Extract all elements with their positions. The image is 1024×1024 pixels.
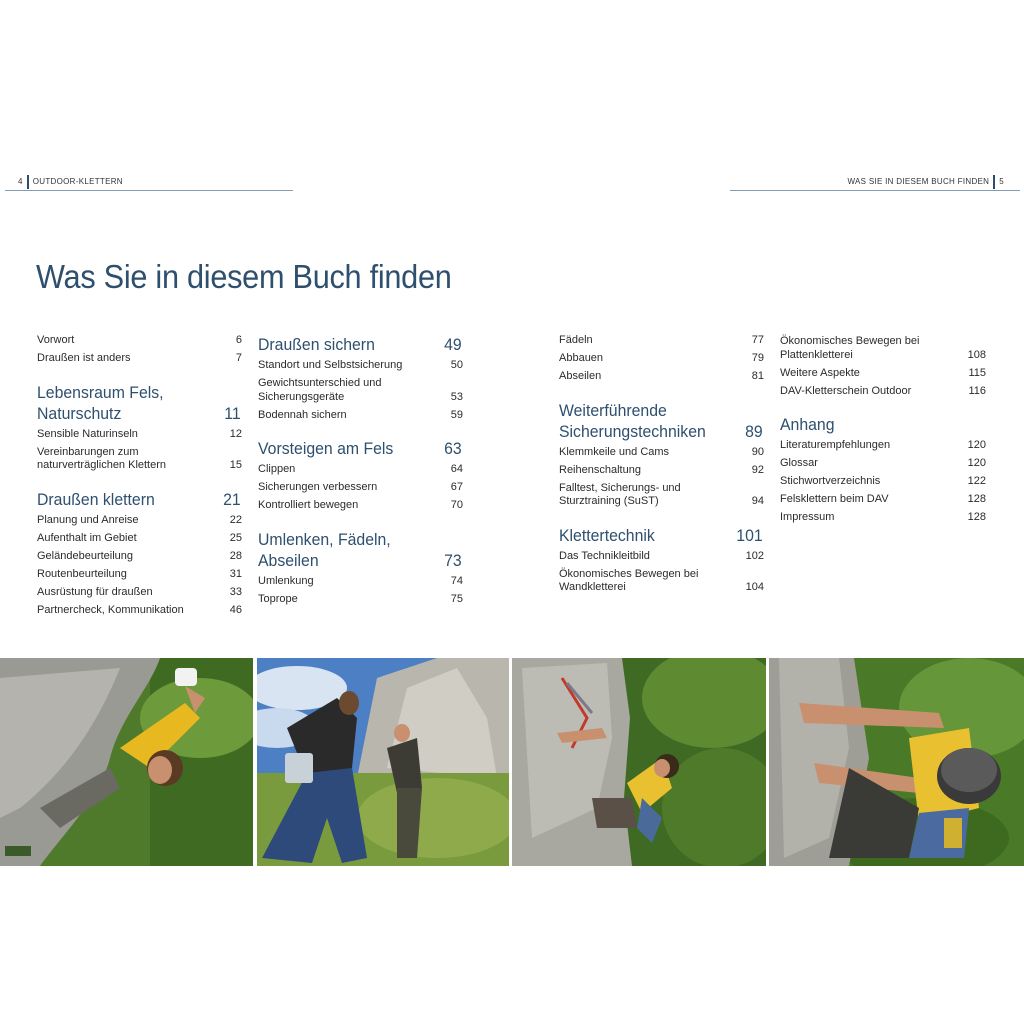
toc-page-number: 120 [967, 457, 986, 469]
running-head-left [18, 175, 123, 189]
toc-entry [258, 377, 463, 404]
toc-entry [37, 532, 242, 546]
toc-entry-text: Partnercheck, Kommunikation [37, 603, 184, 616]
toc-page-number: 94 [751, 495, 764, 507]
toc-entry [780, 493, 986, 507]
toc-entry-text: Fädeln [559, 334, 593, 346]
toc-page-number: 28 [229, 549, 242, 562]
toc-entry [559, 482, 764, 509]
toc-entry [780, 511, 986, 525]
running-head-left-label: OUTDOOR-KLETTERN [32, 177, 123, 187]
toc-entry [37, 352, 242, 366]
toc-section-heading [780, 414, 972, 435]
toc-page-number: 33 [229, 585, 242, 598]
toc-page-number: 12 [229, 427, 242, 440]
toc-page-number: 74 [450, 574, 463, 587]
toc-page-number: 63 [444, 439, 462, 458]
toc-heading-text: Umlenken, Fädeln, Abseilen [258, 529, 391, 570]
toc-page-number: 90 [751, 445, 764, 458]
toc-entry [780, 367, 986, 381]
toc-heading-text: Draußen klettern [37, 489, 155, 509]
toc-entry [258, 499, 463, 513]
toc-heading-text: Vorsteigen am Fels [258, 439, 394, 458]
toc-page-number: 79 [751, 352, 764, 364]
toc-entry-text: Draußen ist anders [37, 352, 131, 364]
toc-entry [258, 409, 463, 423]
toc-entry-text: Felsklettern beim DAV [780, 493, 889, 505]
page-title: Was Sie in diesem Buch finden [36, 258, 452, 295]
photo-slab-climber [512, 658, 766, 866]
toc-page-number: 122 [967, 475, 986, 487]
toc-entry [780, 439, 986, 453]
toc-entry-text: Gewichtsunterschied und Sicherungsgeräte [258, 377, 382, 403]
toc-entry-text: Glossar [780, 457, 818, 469]
toc-page-number: 67 [450, 481, 463, 493]
header-rule-right [730, 190, 1020, 191]
toc-entry [37, 334, 242, 348]
toc-page-number: 89 [745, 421, 763, 441]
running-head-right [847, 175, 1004, 189]
toc-entry [559, 550, 764, 564]
toc-section-heading [559, 400, 763, 442]
toc-section-heading [37, 382, 241, 424]
toc-page-number: 108 [967, 348, 986, 361]
toc-entry [559, 464, 764, 478]
toc-entry-text: Impressum [780, 511, 835, 523]
toc-entry-text: Planung und Anreise [37, 513, 139, 526]
toc-entry-text: Abbauen [559, 352, 604, 364]
toc-page-number: 77 [751, 334, 764, 346]
toc-page-number: 101 [736, 525, 763, 545]
toc-entry [37, 586, 242, 600]
page-number-right: 5 [999, 177, 1004, 187]
toc-section-heading [559, 525, 763, 546]
running-head-bar [993, 175, 995, 189]
toc-section-heading [258, 334, 462, 355]
toc-page-number: 70 [450, 499, 463, 511]
photo-hikers-approach [257, 658, 509, 866]
toc-entry-text: Ausrüstung für draußen [37, 585, 153, 598]
toc-heading-text: Lebensraum Fels, Naturschutz [37, 382, 164, 423]
toc-page-number: 15 [229, 459, 242, 471]
toc-page-number: 73 [444, 550, 462, 570]
toc-page-number: 64 [450, 463, 463, 475]
toc-page-number: 128 [967, 511, 986, 523]
toc-page-number: 31 [229, 567, 242, 580]
toc-entry [258, 481, 463, 495]
toc-entry [37, 568, 242, 582]
toc-page-number: 102 [745, 549, 764, 562]
toc-entry [559, 370, 764, 384]
toc-column-4 [780, 335, 986, 529]
toc-entry [37, 550, 242, 564]
toc-entry-text: Vorwort [37, 334, 75, 346]
toc-entry [37, 428, 242, 442]
toc-page-number: 7 [235, 352, 242, 364]
toc-entry [258, 593, 463, 607]
toc-section-heading [258, 529, 462, 571]
toc-entry [37, 446, 242, 473]
toc-column-1 [37, 334, 242, 622]
toc-entry-text: Aufenthalt im Gebiet [37, 531, 137, 544]
toc-entry-text: DAV-Kletterschein Outdoor [780, 384, 912, 397]
toc-page-number: 75 [450, 592, 463, 605]
page-number-left: 4 [18, 177, 23, 187]
toc-column-3 [559, 334, 764, 599]
toc-page-number: 11 [224, 403, 241, 423]
toc-heading-text: Weiterführende Sicherungstechniken [559, 400, 706, 441]
toc-page-number: 53 [450, 390, 463, 403]
toc-entry [37, 604, 242, 618]
toc-column-2 [258, 334, 463, 611]
toc-entry [780, 457, 986, 471]
toc-entry-text: Routenbeurteilung [37, 567, 127, 580]
toc-page-number: 104 [745, 581, 764, 593]
toc-page-number: 25 [229, 531, 242, 544]
toc-page-number: 81 [751, 370, 764, 382]
toc-entry-text: Ökonomisches Bewegen bei Plattenkletterei [780, 335, 920, 361]
toc-entry [258, 575, 463, 589]
toc-entry [559, 446, 764, 460]
toc-entry-text: Umlenkung [258, 574, 314, 587]
toc-entry-text: Geländebeurteilung [37, 549, 134, 562]
photo-overhang-climber [0, 658, 253, 866]
toc-page-number: 46 [229, 603, 242, 616]
toc-entry-text: Das Technikleitbild [559, 549, 650, 562]
toc-heading-text: Draußen sichern [258, 335, 375, 354]
photo-helmet-climber [769, 658, 1024, 866]
toc-entry [37, 514, 242, 528]
toc-page-number: 6 [235, 334, 242, 346]
header-rule-left [5, 190, 293, 191]
toc-page-number: 120 [967, 439, 986, 451]
toc-entry-text: Falltest, Sicherungs- und Sturztraining (SuST) [559, 481, 681, 507]
toc-entry [780, 335, 986, 362]
toc-entry [258, 359, 463, 373]
toc-page-number: 128 [967, 493, 986, 505]
toc-page-number: 116 [968, 384, 986, 397]
toc-page-number: 49 [444, 335, 462, 354]
toc-page-number: 22 [229, 513, 242, 526]
toc-entry-text: Vereinbarungen zum naturverträglichen Klettern [37, 445, 167, 471]
toc-page-number: 115 [968, 366, 986, 379]
toc-entry-text: Weitere Aspekte [780, 366, 860, 379]
toc-entry-text: Toprope [258, 592, 298, 605]
toc-entry [559, 334, 764, 348]
toc-entry-text: Klemmkeile und Cams [559, 445, 670, 458]
toc-heading-text: Anhang [780, 415, 835, 434]
toc-section-heading [258, 438, 462, 459]
toc-entry-text: Standort und Selbstsicherung [258, 359, 403, 371]
toc-page-number: 50 [450, 359, 463, 371]
toc-entry [559, 352, 764, 366]
toc-entry [258, 463, 463, 477]
toc-entry [559, 568, 764, 595]
toc-entry-text: Abseilen [559, 370, 602, 382]
toc-entry-text: Bodennah sichern [258, 408, 347, 421]
toc-page-number: 21 [223, 489, 241, 509]
toc-entry-text: Sensible Naturinseln [37, 427, 138, 440]
toc-entry-text: Clippen [258, 463, 296, 475]
running-head-right-label: WAS SIE IN DIESEM BUCH FINDEN [847, 177, 990, 187]
toc-page-number: 59 [450, 408, 463, 421]
toc-entry [780, 385, 986, 399]
toc-entry-text: Ökonomisches Bewegen bei Wandkletterei [559, 567, 699, 593]
toc-entry-text: Reihenschaltung [559, 463, 641, 476]
toc-entry-text: Stichwortverzeichnis [780, 475, 881, 487]
toc-heading-text: Klettertechnik [559, 525, 655, 545]
toc-entry-text: Sicherungen verbessern [258, 481, 378, 493]
toc-page-number: 92 [751, 463, 764, 476]
toc-entry-text: Kontrolliert bewegen [258, 499, 359, 511]
toc-entry-text: Literaturempfehlungen [780, 439, 891, 451]
toc-entry [780, 475, 986, 489]
running-head-bar [27, 175, 29, 189]
toc-section-heading [37, 489, 241, 510]
